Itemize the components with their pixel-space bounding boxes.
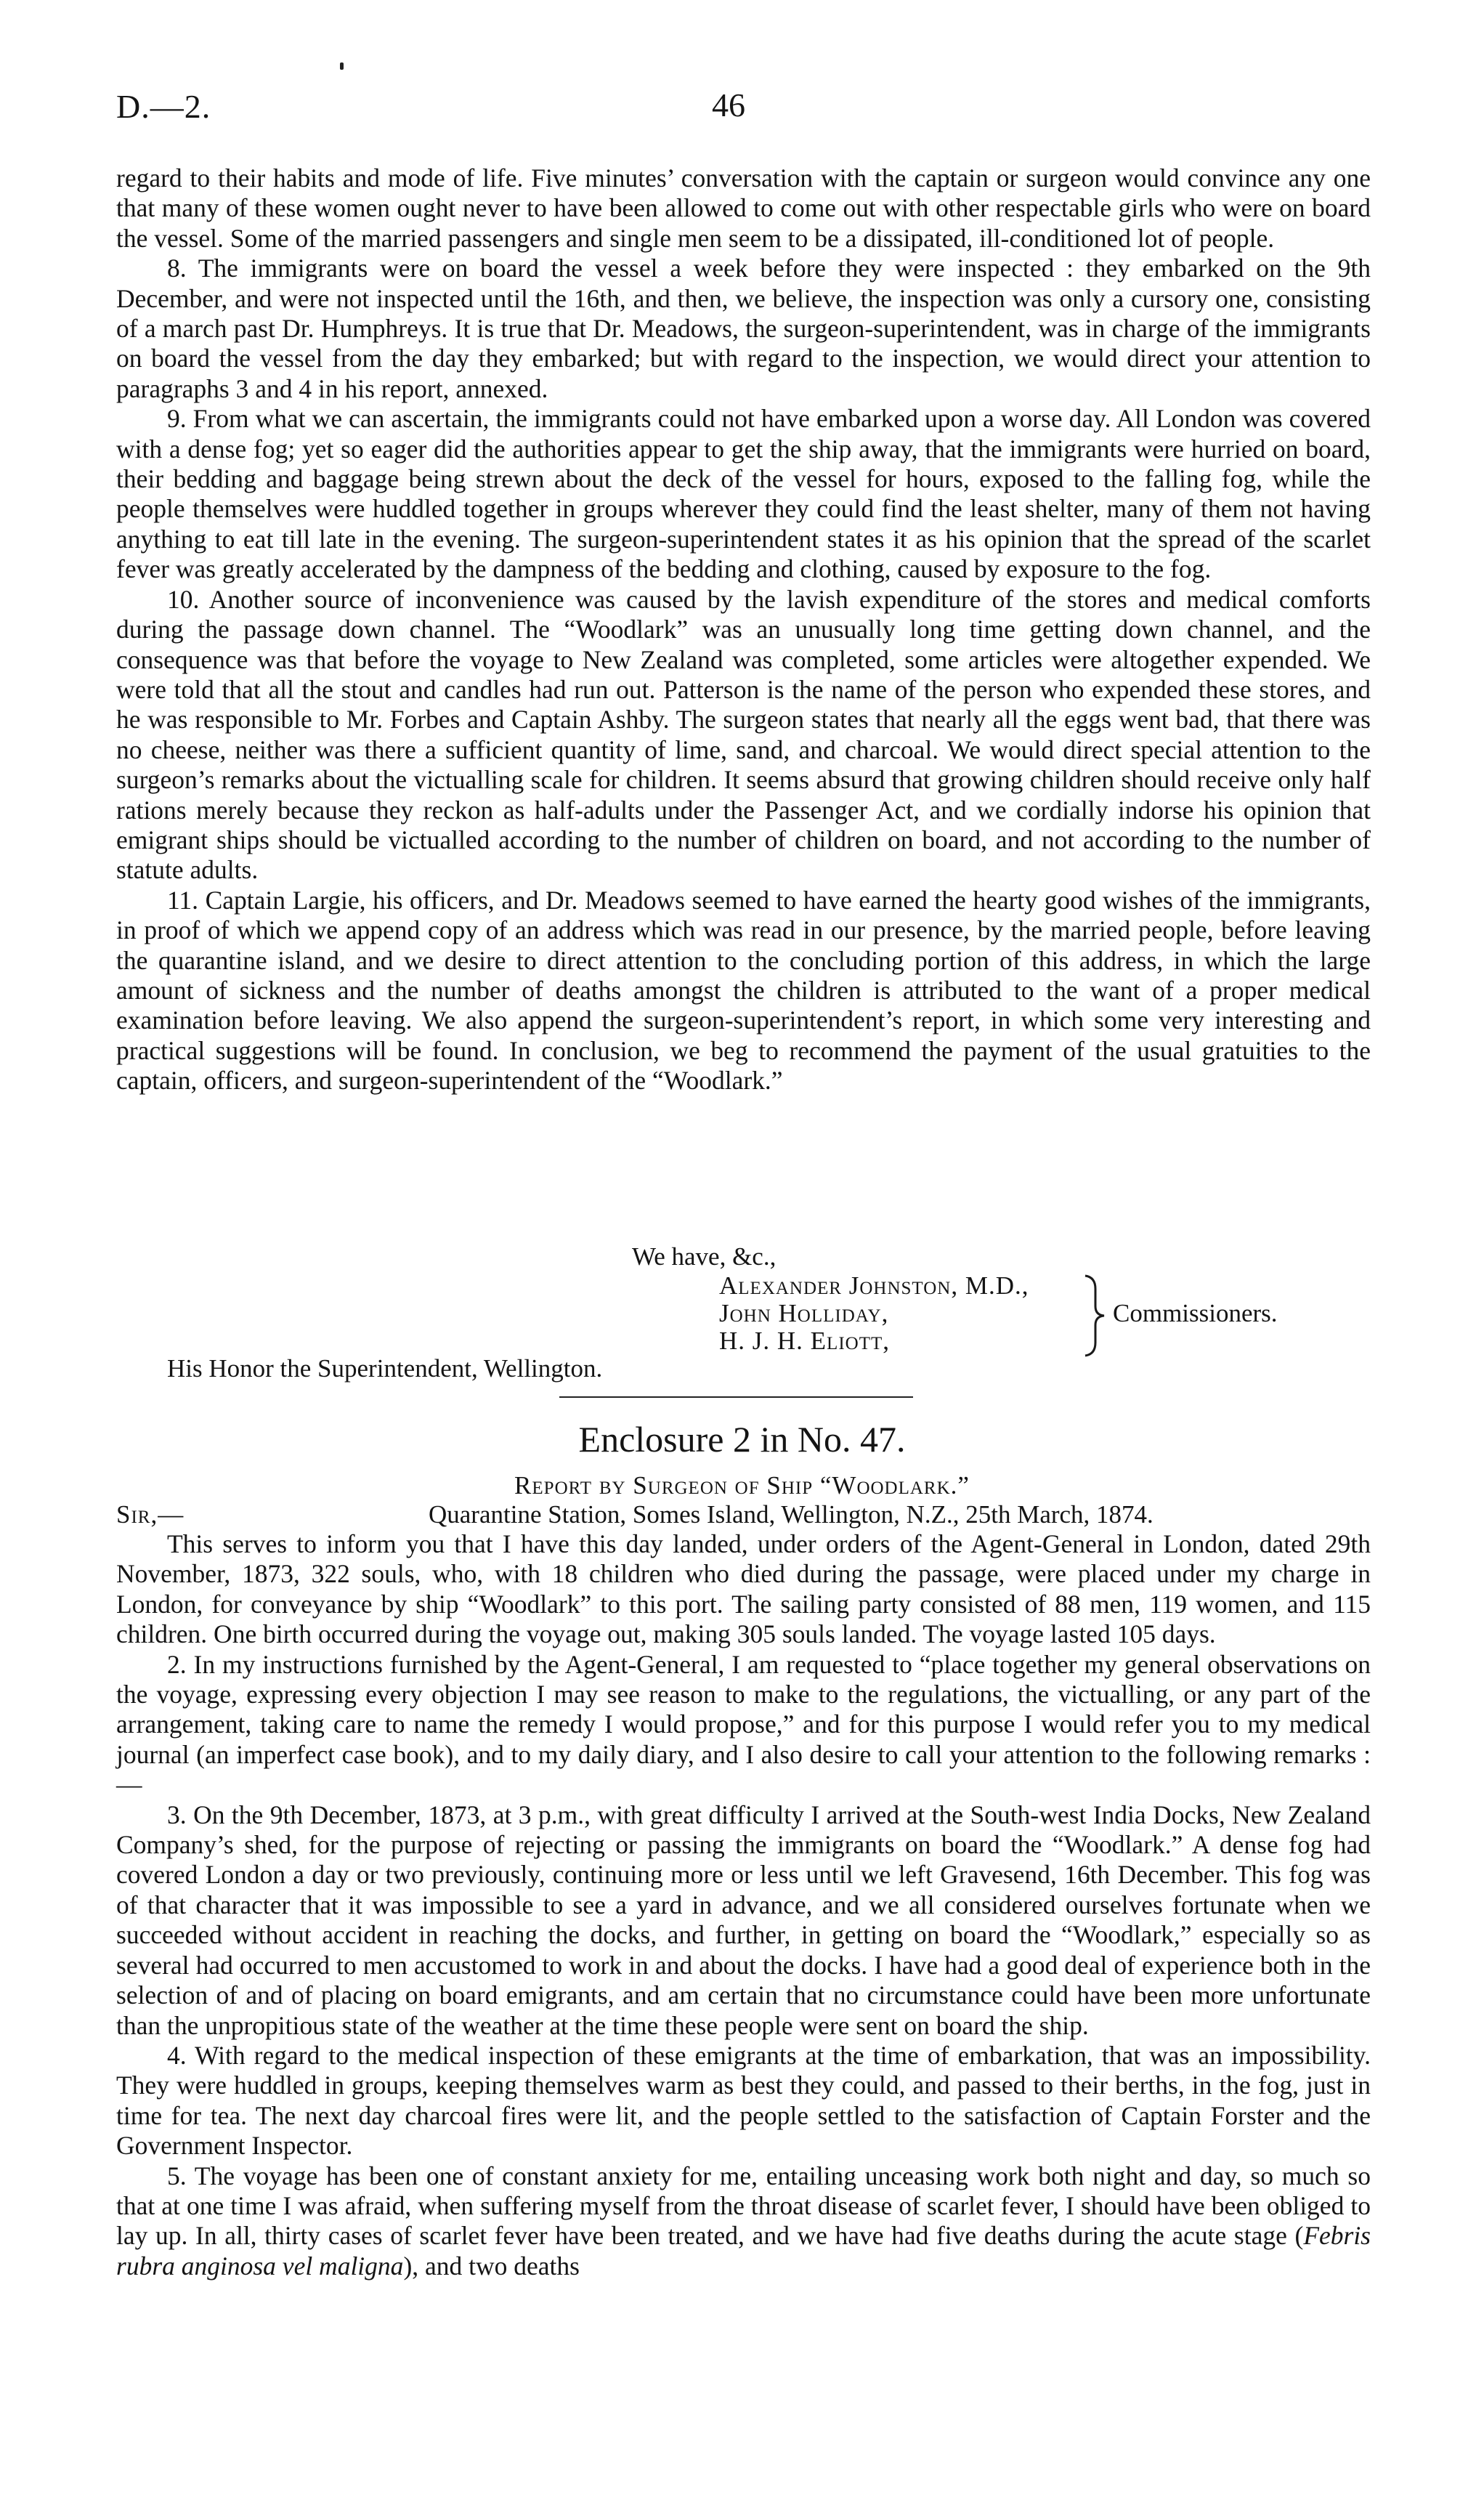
latin-term: Febris rubra anginosa vel maligna xyxy=(116,2221,1371,2281)
signatory-name: Alexander Johnston, M.D., xyxy=(719,1271,1029,1300)
letter-addressee: His Honor the Superintendent, Wellington. xyxy=(167,1354,603,1383)
page-number: 46 xyxy=(712,86,745,124)
letter-paragraph: 8. The immigrants were on board the vessel a week before they were inspected : they embarked on the 9th December, and were not inspected until the 16th, and then, we believe, the inspection was only a cursory one, consisting of a march past Dr. Humphreys. It is true that Dr. Meadows, the surgeon-superintendent, was in charge of the immigrants on board the vessel from the day they embarked; but with regard to the inspection, we would direct your attention to paragraphs 3 and 4 in his report, annexed. xyxy=(116,254,1371,403)
commissioners-letter-body xyxy=(116,163,1371,1096)
report-paragraph-text: ), and two deaths xyxy=(403,2251,580,2281)
report-paragraph: This serves to inform you that I have this day landed, under orders of the Agent-General in London, dated 29th November, 1873, 322 souls, who, with 18 children who died during the passage, were placed under my charge in London, for conveyance by ship “Woodlark” to this port. The sailing party consisted of 88 men, 119 women, and 115 children. One birth occurred during the voyage out, making 305 souls landed. The voyage lasted 105 days. xyxy=(116,1529,1371,1649)
signatory-name: H. J. H. Eliott, xyxy=(719,1327,890,1355)
enclosure-subtitle: Report by Surgeon of Ship “Woodlark.” xyxy=(514,1471,970,1500)
letter-paragraph: 9. From what we can ascertain, the immigrants could not have embarked upon a worse day. All London was covered with a dense fog; yet so eager did the authorities appear to get the ship away, that the immigrants were hurried on board, their bedding and baggage being strewn about the deck of the vessel for hours, exposed to the falling fog, while the people themselves were huddled together in groups wherever they could find the least shelter, many of them not having anything to eat till late in the evening. The surgeon-superintendent states it as his opinion that the spread of the scarlet fever was greatly accelerated by the dampness of the bedding and clothing, caused by exposure to the fog. xyxy=(116,404,1371,584)
report-paragraph-text: 5. The voyage has been one of constant anxiety for me, entailing unceasing work both night and day, so much so that at one time I was afraid, when suffering myself from the throat disease of scarlet fever, I should have been obliged to lay up. In all, thirty cases of scarlet fever have been treated, and we have had five deaths during the acute stage ( xyxy=(116,2161,1371,2251)
letter-closing: We have, &c., xyxy=(632,1242,777,1271)
signatory-name: John Holliday, xyxy=(719,1299,889,1327)
salutation: Sir,— xyxy=(116,1500,185,1529)
report-paragraph: 3. On the 9th December, 1873, at 3 p.m., with great difficulty I arrived at the South-west India Docks, New Zealand Company’s shed, for the purpose of rejecting or passing the immigrants on board the “Woodlark.” A dense fog had covered London a day or two previously, continuing more or less until we left Gravesend, 16th December. This fog was of that character that it was impossible to see a yard in advance, and we all considered ourselves fortunate when we succeeded without accident in reaching the docks, and further, in getting on board the “Woodlark,” especially so as several had occurred to men accustomed to work in and about the docks. I have had a good deal of experience both in the selection of and of placing on board emigrants, and am certain that no circumstance could have been more unfortunate than the unpropitious state of the weather at the time these people were sent on board the ship. xyxy=(116,1800,1371,2040)
letter-paragraph: 10. Another source of inconvenience was caused by the lavish expenditure of the stores and medical comforts during the passage down channel. The “Woodlark” was an unusually long time getting down channel, and the consequence was that before the voyage to New Zealand was completed, some articles were altogether expended. We were told that all the stout and candles had run out. Patterson is the name of the person who expended these stores, and he was responsible to Mr. Forbes and Captain Ashby. The surgeon states that nearly all the eggs went bad, that there was no cheese, neither was there a sufficient quantity of lime, sand, and charcoal. We would direct special attention to the surgeon’s remarks about the victualling scale for children. It seems absurd that growing children should receive only half rations merely because they reckon as half-adults under the Passenger Act, and we cordially indorse his opinion that emigrant ships should be victualled according to the number of children on board, and not according to the number of statute adults. xyxy=(116,584,1371,885)
surgeon-report-body xyxy=(116,1529,1371,2281)
dateline: Quarantine Station, Somes Island, Wellington, N.Z., 25th March, 1874. xyxy=(429,1500,1153,1529)
ink-mark xyxy=(340,62,344,70)
commissioners-role: Commissioners. xyxy=(1113,1299,1278,1327)
report-paragraph: 4. With regard to the medical inspection of these emigrants at the time of embarkation, that was an impossibility. They were huddled in groups, keeping themselves warm as best they could, and passed to their berths, in the fog, just in time for tea. The next day charcoal fires were lit, and the people settled to the satisfaction of Captain Forster and the Government Inspector. xyxy=(116,2040,1371,2161)
document-reference: D.—2. xyxy=(116,88,211,125)
report-paragraph: 2. In my instructions furnished by the Agent-General, I am requested to “place together my general observations on the voyage, expressing every objection I may see reason to make to the regulations, the victualling, or any part of the arrangement, taking care to name the remedy I would propose,” and for this purpose I would refer you to my medical journal (an imperfect case book), and to my daily diary, and I also desire to call your attention to the following remarks :— xyxy=(116,1649,1371,1800)
enclosure-title: Enclosure 2 in No. 47. xyxy=(578,1419,906,1460)
letter-paragraph: regard to their habits and mode of life. Five minutes’ conversation with the captain or surgeon would convince any one that many of these women ought never to have been allowed to come out with other respectable girls who were on board the vessel. Some of the married passengers and single men seem to be a dissipated, ill-conditioned lot of people. xyxy=(116,163,1371,253)
section-divider xyxy=(559,1396,913,1398)
right-brace xyxy=(1082,1273,1107,1359)
report-paragraph xyxy=(116,2161,1371,2282)
letter-paragraph: 11. Captain Largie, his officers, and Dr. Meadows seemed to have earned the hearty good wishes of the immigrants, in proof of which we append copy of an address which was read in our presence, by the married people, before leaving the quarantine island, and we desire to direct attention to the concluding portion of this address, in which the large amount of sickness and the number of deaths amongst the children is attributed to the want of a proper medical examination before leaving. We also append the surgeon-superintendent’s report, in which some very interesting and practical suggestions will be found. In conclusion, we beg to recommend the payment of the usual gratuities to the captain, officers, and surgeon-superintendent of the “Woodlark.” xyxy=(116,885,1371,1096)
